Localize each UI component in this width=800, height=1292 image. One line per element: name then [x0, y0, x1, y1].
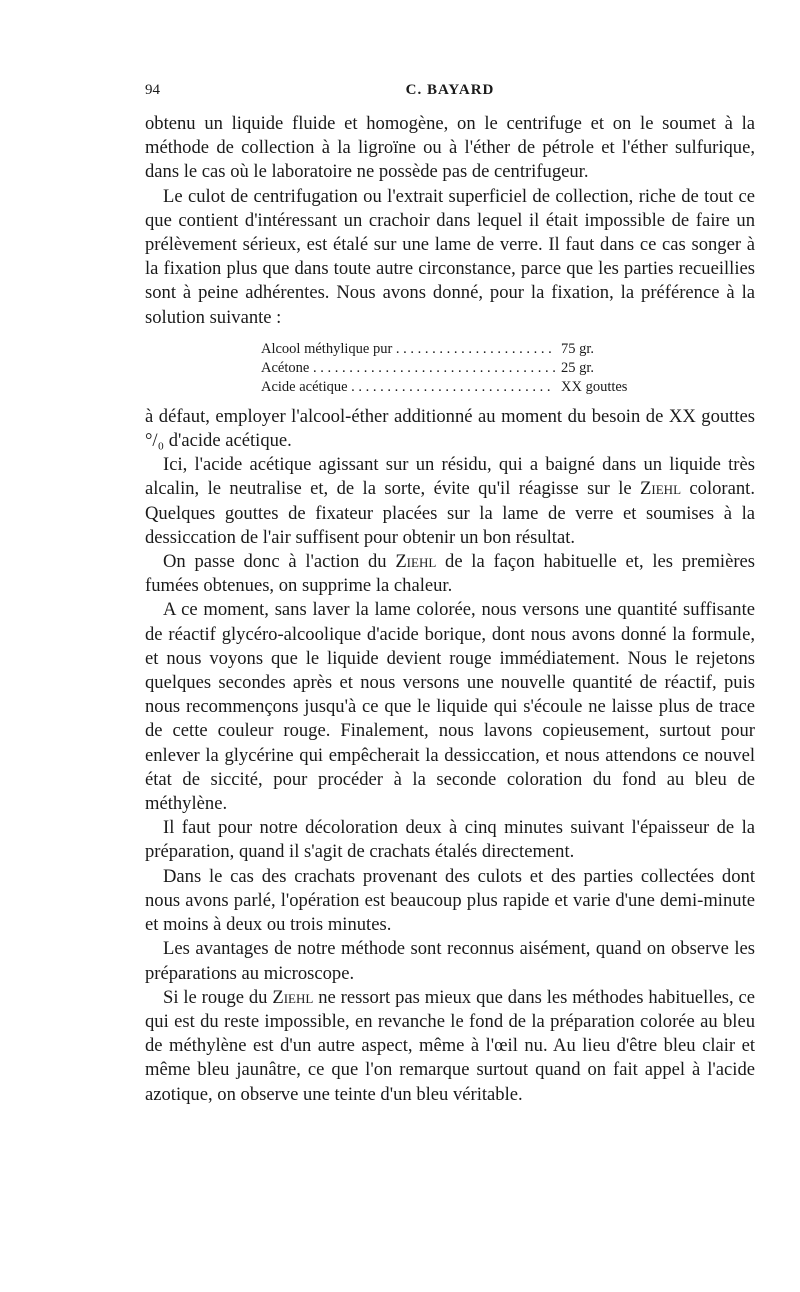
paragraph-text: ne ressort pas mieux que dans les méthodes habituelles, ce qui est du reste impossible, en revanche le fond de la préparation colorée au bleu de méthylène est d'un autre aspect, même à l'œil nu. Au lieu d'être bleu clair et même bleu jaunâtre, ce que l'on remarque surtout quand on fait appel à l'acide azotique, on observe une teinte d'un bleu véritable. [145, 986, 755, 1105]
formula-row [261, 359, 656, 378]
ziehl-reagent-name: Ziehl [272, 986, 314, 1008]
running-head-author: C. BAYARD [405, 82, 495, 98]
paragraph: obtenu un liquide fluide et homogène, on le centrifuge et on le soumet à la méthode de collection à la ligroïne ou à l'éther de pétrole et l'éther sulfurique, dans le cas où le laboratoire ne possède pas de centrifugeur. [145, 113, 755, 183]
paragraph: à défaut, employer l'alcool-éther additionné au moment du besoin de XX gouttes °/₀ d'acide acétique. [145, 405, 755, 452]
ziehl-reagent-name: Ziehl [640, 478, 682, 500]
paragraph [145, 986, 755, 1107]
paragraph: Il faut pour notre décoloration deux à cinq minutes suivant l'épaisseur de la préparation, quand il s'agit de crachats étalés directement. [145, 817, 755, 863]
formula-quantity: XX gouttes [561, 378, 628, 395]
ziehl-reagent-name: Ziehl [395, 551, 437, 573]
paragraph: Dans le cas des crachats provenant des culots et des parties collectées dont nous avons parlé, l'opération est beaucoup plus rapide et varie d'une demi-minute et moins à deux ou trois minutes. [145, 865, 755, 936]
paragraph [145, 453, 755, 550]
paragraph-text: Si le rouge du [163, 986, 273, 1008]
running-head [145, 82, 755, 104]
fixative-formula [261, 340, 755, 397]
paragraph-text: Ici, l'acide acétique agissant sur un résidu, qui a baigné dans un liquide très alcalin, le neutralise et, de la sorte, évite qu'il réagisse sur le [145, 454, 755, 500]
paragraph: Le culot de centrifugation ou l'extrait superficiel de collection, riche de tout ce que contient d'intéressant un crachoir dans lequel il était impossible de faire un prélèvement sérieux, est étalé sur une lame de verre. Il faut dans ce cas songer à la fixation plus que dans toute autre circonstance, parce que les parties recueillies sont à peine adhérentes. Nous avons donné, pour la fixation, la préférence à la solution suivante : [145, 185, 755, 328]
page-number: 94 [145, 82, 160, 98]
body-text [145, 112, 755, 1107]
paragraph-text: colorant. Quelques gouttes de fixateur placées sur la lame de verre et soumises à la dessiccation de l'air suffisent pour obtenir un bon résultat. [145, 478, 755, 548]
paragraph-text: de la façon habituelle et, les premières fumées obtenues, on supprime la chaleur. [145, 551, 756, 597]
formula-ingredient: Acide acétique . . . [261, 378, 555, 397]
paragraph-text: On passe donc à l'action du [163, 551, 396, 573]
paragraph: Les avantages de notre méthode sont reconnus aisément, quand on observe les préparations au microscope. [145, 938, 755, 984]
paragraph [145, 550, 755, 598]
formula-row [261, 340, 656, 359]
formula-row [261, 378, 656, 397]
formula-quantity: 25 gr. [561, 359, 595, 376]
formula-ingredient: Alcool méthylique pur . . . [261, 340, 555, 359]
formula-quantity: 75 gr. [561, 340, 595, 357]
paragraph: A ce moment, sans laver la lame colorée, nous versons une quantité suffisante de réactif glycéro-alcoolique d'acide borique, dont nous avons donné la formule, et nous voyons que le liquide devient rouge immédiatement. Nous le rejetons quelques secondes après et nous versons une nouvelle quantité de réactif, puis nous recommençons jusqu'à ce que le liquide qui s'écoule ne laisse plus de trace de cette couleur rouge. Finalement, nous lavons copieusement, surtout pour enlever la glycérine qui empêcherait la dessiccation, et nous attendons ce nouvel état de siccité, pour procéder à la seconde coloration du fond au bleu de méthylène. [145, 599, 755, 815]
formula-ingredient: Acétone . . . [261, 359, 555, 378]
